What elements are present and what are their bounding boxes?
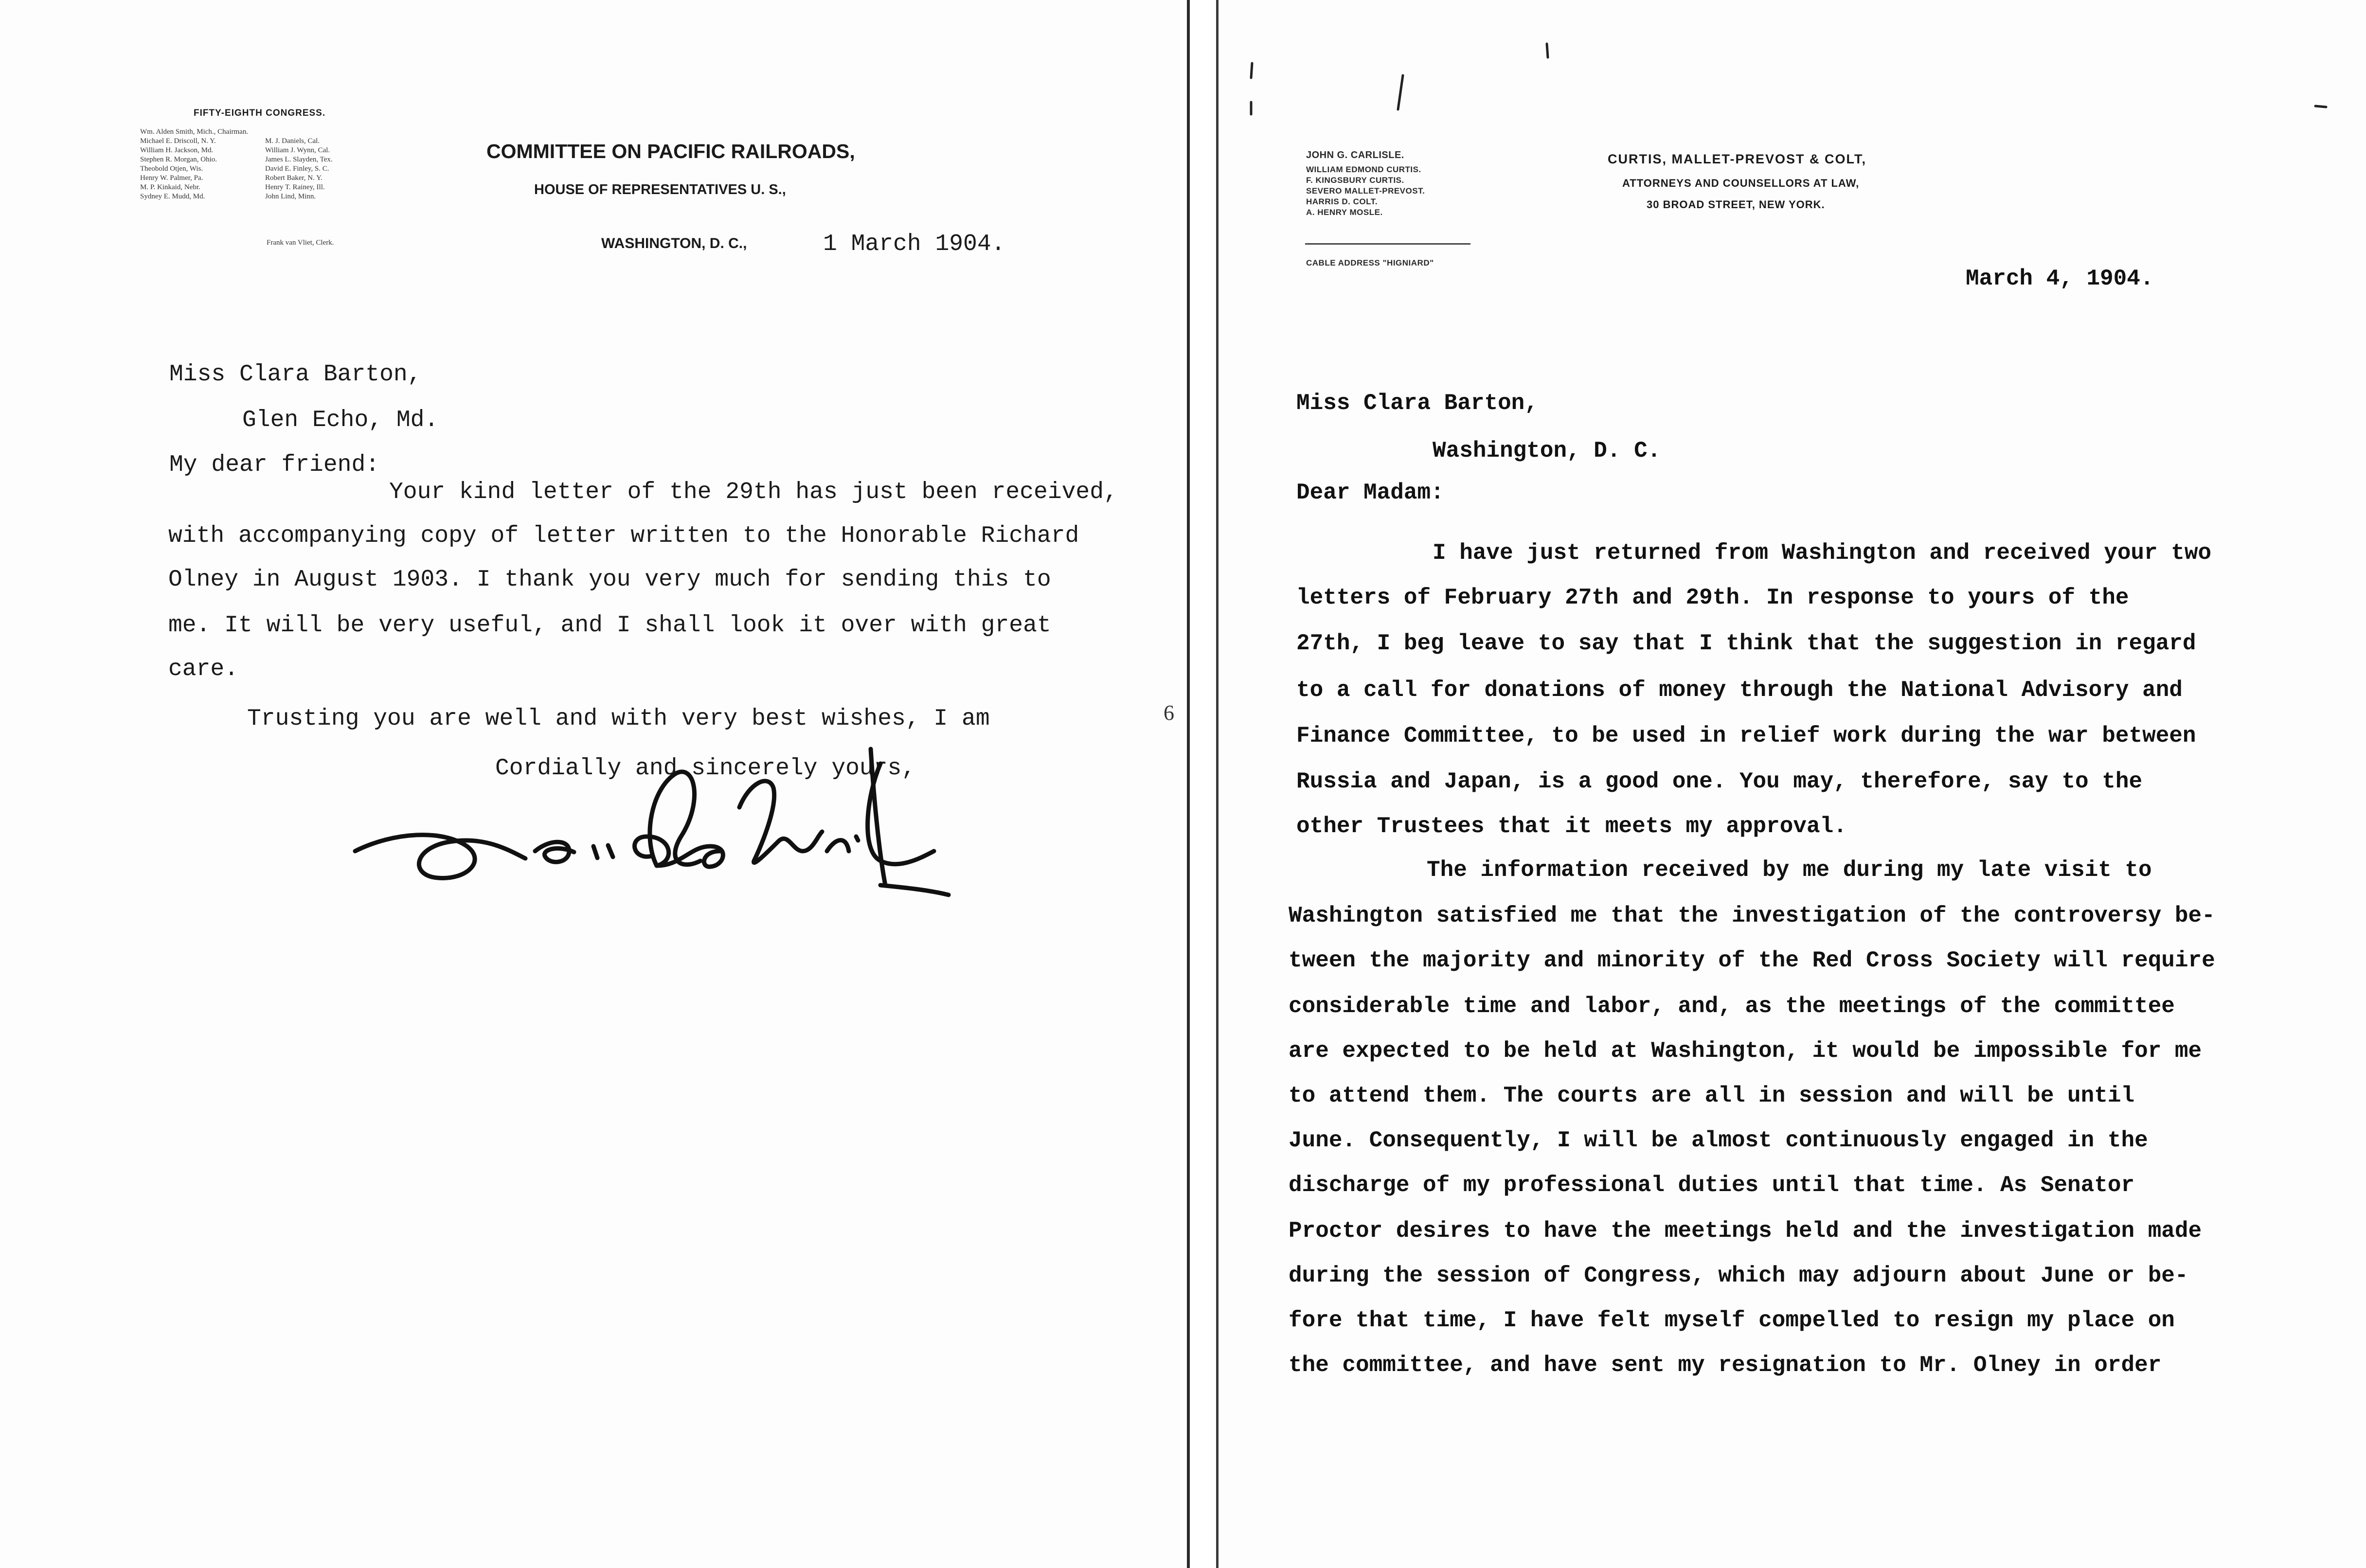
roster-member: William J. Wynn, Cal.	[265, 146, 330, 154]
body-line: I have just returned from Washington and received your two	[1433, 540, 2212, 566]
committee-clerk: Frank van Vliet, Clerk.	[267, 239, 334, 247]
body-line: letters of February 27th and 29th. In response to yours of the	[1296, 585, 2129, 610]
body-line: Proctor desires to have the meetings held and the investigation made	[1289, 1218, 2202, 1244]
recipient-place: Washington, D. C.	[1433, 438, 1661, 463]
recipient-place: Glen Echo, Md.	[242, 407, 439, 433]
letterhead-place: WASHINGTON, D. C.,	[601, 235, 747, 251]
body-line: the committee, and have sent my resignation to Mr. Olney in order	[1289, 1353, 2162, 1378]
roster-member: M. P. Kinkaid, Nebr.	[140, 183, 200, 191]
roster-member: David E. Finley, S. C.	[265, 165, 329, 173]
body-line: discharge of my professional duties until that time. As Senator	[1289, 1173, 2135, 1198]
roster-member: John Lind, Minn.	[265, 193, 316, 200]
body-line: considerable time and labor, and, as the meetings of the committee	[1289, 994, 2175, 1019]
letter-date: 1 March 1904.	[823, 231, 1005, 257]
body-line: during the session of Congress, which may adjourn about June or be-	[1289, 1263, 2188, 1288]
roster-member: Michael E. Driscoll, N. Y.	[140, 137, 216, 145]
body-line: fore that time, I have felt myself compelled to resign my place on	[1289, 1308, 2175, 1333]
recipient-name: Miss Clara Barton,	[1296, 391, 1538, 416]
firm-name: CURTIS, MALLET-PREVOST & COLT,	[1608, 152, 1866, 166]
firm-subtitle: ATTORNEYS AND COUNSELLORS AT LAW,	[1622, 177, 1860, 189]
body-line: care.	[168, 656, 239, 682]
roster-member: William H. Jackson, Md.	[140, 146, 214, 154]
roster-member: Robert Baker, N. Y.	[265, 174, 323, 182]
roster-member: Theobold Otjen, Wis.	[140, 165, 203, 173]
closing: Cordially and sincerely yours,	[495, 755, 916, 782]
house-subtitle: HOUSE OF REPRESENTATIVES U. S.,	[534, 182, 786, 197]
salutation: My dear friend:	[169, 452, 380, 478]
partner-name: F. KINGSBURY CURTIS.	[1306, 176, 1404, 185]
committee-title: COMMITTEE ON PACIFIC RAILROADS,	[486, 140, 855, 162]
body-line: tween the majority and minority of the Red Cross Society will require	[1289, 948, 2215, 973]
cable-address: CABLE ADDRESS "HIGNIARD"	[1306, 258, 1434, 267]
letter-date: March 4, 1904.	[1966, 266, 2154, 291]
body-line: me. It will be very useful, and I shall look it over with great	[168, 612, 1051, 639]
body-line: Your kind letter of the 29th has just been received,	[389, 479, 1118, 505]
roster-member: Henry W. Palmer, Pa.	[140, 174, 203, 182]
body-line: other Trustees that it meets my approval.	[1296, 814, 1847, 839]
body-line: Washington satisfied me that the investigation of the controversy be-	[1289, 903, 2215, 928]
body-line: with accompanying copy of letter written to the Honorable Richard	[168, 523, 1079, 549]
roster-member: Wm. Alden Smith, Mich., Chairman.	[140, 128, 249, 136]
roster-member: Stephen R. Morgan, Ohio.	[140, 156, 217, 163]
body-line: The information received by me during my late visit to	[1427, 857, 2152, 883]
firm-address: 30 BROAD STREET, NEW YORK.	[1647, 198, 1825, 211]
body-line: June. Consequently, I will be almost continuously engaged in the	[1289, 1128, 2148, 1153]
roster-member: Sydney E. Mudd, Md.	[140, 193, 205, 200]
body-line: Russia and Japan, is a good one. You may, therefore, say to the	[1296, 769, 2143, 794]
partner-name: WILLIAM EDMOND CURTIS.	[1306, 165, 1421, 174]
roster-member: Henry T. Rainey, Ill.	[265, 183, 325, 191]
body-line: to a call for donations of money through the National Advisory and	[1296, 677, 2183, 703]
svg-text:6: 6	[1164, 701, 1174, 725]
roster-member: James L. Slayden, Tex.	[265, 156, 333, 163]
partner-name: JOHN G. CARLISLE.	[1306, 150, 1404, 160]
body-line: 27th, I beg leave to say that I think that the suggestion in regard	[1296, 631, 2196, 656]
partner-name: A. HENRY MOSLE.	[1306, 208, 1383, 217]
recipient-name: Miss Clara Barton,	[169, 361, 422, 388]
salutation: Dear Madam:	[1296, 480, 1444, 505]
roster-member: M. J. Daniels, Cal.	[265, 137, 320, 145]
body-line: Olney in August 1903. I thank you very much for sending this to	[168, 567, 1051, 593]
partner-name: HARRIS D. COLT.	[1306, 197, 1378, 206]
partner-name: SEVERO MALLET-PREVOST.	[1306, 186, 1425, 196]
congress-heading: FIFTY-EIGHTH CONGRESS.	[194, 108, 326, 118]
closing-line: Trusting you are well and with very best wishes, I am	[247, 706, 990, 732]
body-line: Finance Committee, to be used in relief work during the war between	[1296, 723, 2196, 748]
body-line: to attend them. The courts are all in session and will be until	[1289, 1083, 2135, 1108]
body-line: are expected to be held at Washington, it would be impossible for me	[1289, 1038, 2202, 1064]
